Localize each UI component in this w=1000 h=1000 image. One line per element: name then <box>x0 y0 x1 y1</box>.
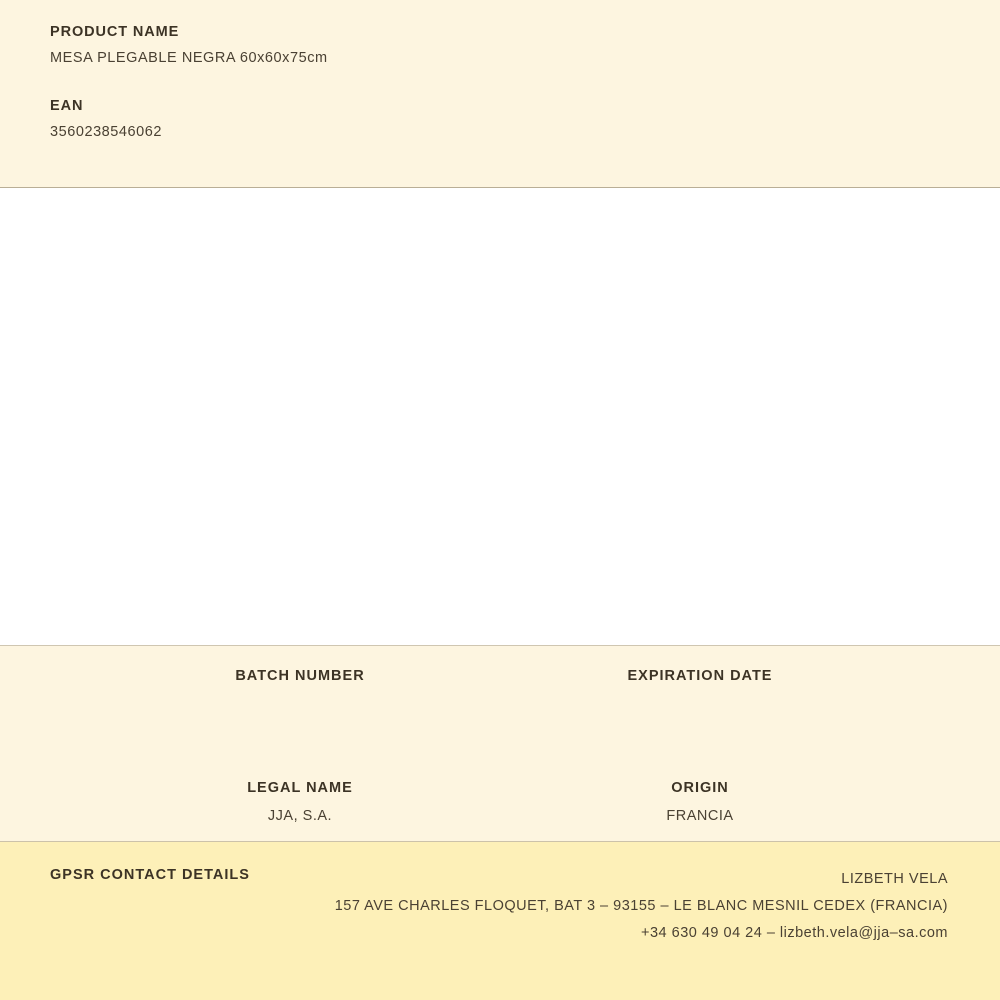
gpsr-contact-title: GPSR CONTACT DETAILS <box>50 867 250 883</box>
legal-name-value: JJA, S.A. <box>267 808 333 824</box>
legal-name-cell <box>100 780 500 824</box>
legal-name-label: LEGAL NAME <box>247 780 353 796</box>
blank-content-area <box>0 188 1000 646</box>
ean-field <box>50 98 950 140</box>
gpsr-contact-phone-email: +34 630 49 04 24 – lizbeth.vela@jja–sa.com <box>641 925 948 941</box>
gpsr-contact-person: LIZBETH VELA <box>841 871 948 887</box>
origin-value: FRANCIA <box>666 808 734 824</box>
info-row-legal-origin <box>0 780 1000 824</box>
product-name-field <box>50 24 950 66</box>
batch-number-value <box>100 696 500 712</box>
product-name-label: PRODUCT NAME <box>50 24 180 40</box>
expiration-date-value <box>500 696 900 712</box>
product-info-block <box>0 646 1000 842</box>
batch-number-cell <box>100 668 500 712</box>
expiration-date-cell <box>500 668 900 712</box>
ean-label: EAN <box>50 98 84 114</box>
info-row-batch-expiration <box>0 668 1000 712</box>
product-name-value: MESA PLEGABLE NEGRA 60x60x75cm <box>50 50 328 66</box>
origin-label: ORIGIN <box>671 780 729 796</box>
batch-number-label: BATCH NUMBER <box>235 668 365 684</box>
origin-cell <box>500 780 900 824</box>
ean-value: 3560238546062 <box>50 124 162 140</box>
gpsr-contact-block <box>0 842 1000 1000</box>
product-header-block <box>0 0 1000 188</box>
expiration-date-label: EXPIRATION DATE <box>627 668 773 684</box>
gpsr-contact-address: 157 AVE CHARLES FLOQUET, BAT 3 – 93155 – LE BLANC MESNIL CEDEX (FRANCIA) <box>334 898 948 914</box>
